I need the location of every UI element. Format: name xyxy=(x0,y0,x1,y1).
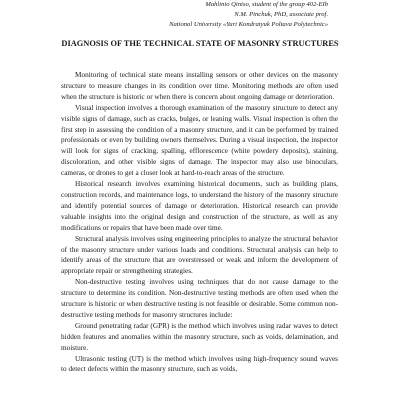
document-body xyxy=(61,70,338,375)
author-line-affiliation: National University «Yuri Kondratyuk Poltava Polytechnic» xyxy=(169,21,328,28)
paragraph-ultrasonic: Ultrasonic testing (UT) is the method which involves using high-frequency sound waves to detect defects within the masonry structure, such as voids, xyxy=(61,354,338,374)
paragraph-monitoring: Monitoring of technical state means installing sensors or other devices on the masonry structure to measure changes in its condition over time. Monitoring methods are often used when the structure is historic or when there is concern about ongoing damage or deterioration. xyxy=(61,71,338,101)
document-title: DIAGNOSIS OF THE TECHNICAL STATE OF MASONRY STRUCTURES xyxy=(61,39,339,48)
paragraph-non-destructive-testing: Non-destructive testing involves using techniques that do not cause damage to the structure to determine its condition. Non-destructive testing methods are often used when the structure is historic or when destructive testing is not feasible or desirable. Some common non-destructive testing methods for masonry structures include: xyxy=(61,278,338,319)
paragraph-historical-research: Historical research involves examining historical documents, such as building plans, construction records, and maintenance logs, to understand the history of the masonry structure and identify potential sources of damage or deterioration. Historical research can provide valuable insights into the original design and construction of the structure, as well as any modifications or repairs that have been made over time. xyxy=(61,180,338,232)
author-byline xyxy=(169,0,328,30)
paragraph-visual-inspection: Visual inspection involves a thorough examination of the masonry structure to detect any visible signs of damage, such as cracks, bulges, or leaning walls. Visual inspection is often the first step in assessing the condition of a masonry structure, and it can be performed by trained professionals or even by building owners themselves. During a visual inspection, the inspector will look for signs of cracking, spalling, efflorescence (white powdery deposits), staining, discoloration, and other visible signs of damage. The inspector may also use binoculars, cameras, or drones to get a closer look at hard-to-reach areas of the structure. xyxy=(61,103,338,178)
author-line-student: Mahlinio Qiniso, student of the group 402-EIb xyxy=(205,1,328,8)
paragraph-structural-analysis: Structural analysis involves using engineering principles to analyze the structural behavior of the masonry structure under various loads and conditions. Structural analysis can help to identify areas of the structure that are overstressed or weak and inform the development of appropriate repair or strengthening strategies. xyxy=(61,234,338,276)
paragraph-gpr: Ground penetrating radar (GPR) is the method which involves using radar waves to detect hidden features and anomalies within the masonry structure, such as voids, delamination, and moisture. xyxy=(61,321,338,352)
author-line-supervisor: N.M. Pinchuk, PhD, associate prof. xyxy=(234,11,328,18)
